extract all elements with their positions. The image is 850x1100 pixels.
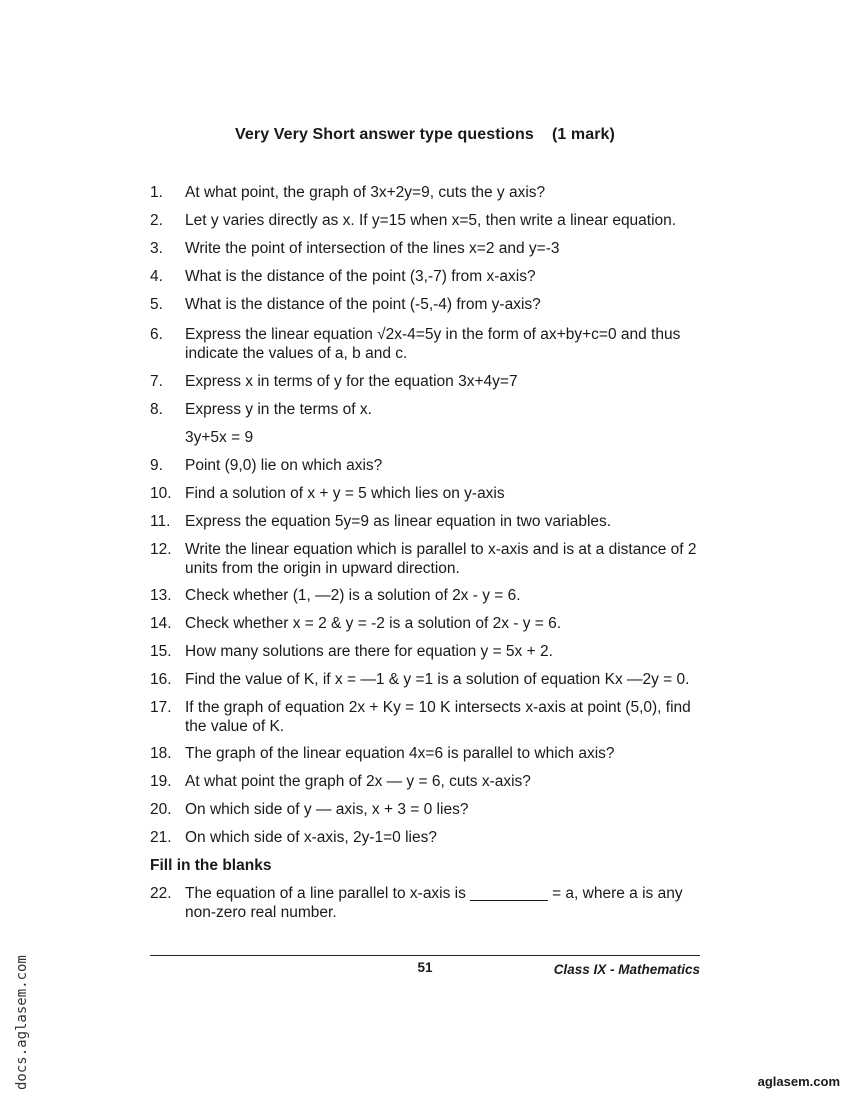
question-item — [150, 400, 705, 419]
question-item — [150, 540, 705, 578]
question-number: 7. — [150, 373, 163, 390]
question-item — [150, 456, 705, 475]
footer-class-label: Class IX - Mathematics — [553, 962, 700, 977]
footer-divider — [150, 955, 700, 956]
question-text: How many solutions are there for equation y = 5x + 2. — [185, 643, 553, 660]
question-number: 18. — [150, 745, 172, 762]
question-text: Express the linear equation √2x-4=5y in the form of ax+by+c=0 and thus indicate the values of a, b and c. — [185, 326, 681, 362]
question-text: Write the point of intersection of the lines x=2 and y=-3 — [185, 240, 560, 257]
question-text: Point (9,0) lie on which axis? — [185, 457, 383, 474]
question-item — [150, 484, 705, 503]
question-text: The equation of a line parallel to x-axis is _________ = a, where a is any non-zero real number. — [185, 885, 683, 921]
question-text: Express x in terms of y for the equation 3x+4y=7 — [185, 373, 518, 390]
question-text: Find the value of K, if x = —1 & y =1 is a solution of equation Kx —2y = 0. — [185, 671, 690, 688]
question-item — [150, 744, 705, 763]
question-text: On which side of x-axis, 2y-1=0 lies? — [185, 829, 437, 846]
question-item — [150, 670, 705, 689]
question-number: 9. — [150, 457, 163, 474]
question-number: 6. — [150, 326, 163, 343]
question-number: 8. — [150, 401, 163, 418]
section-heading — [0, 126, 850, 144]
question-number: 22. — [150, 885, 172, 902]
question-item — [150, 325, 705, 363]
question-text: Let y varies directly as x. If y=15 when x=5, then write a linear equation. — [185, 212, 677, 229]
question-text: If the graph of equation 2x + Ky = 10 K intersects x-axis at point (5,0), find the value of K. — [185, 699, 691, 735]
question-number: 17. — [150, 699, 172, 716]
question-text: Write the linear equation which is parallel to x-axis and is at a distance of 2 units from the origin in upward direction. — [185, 541, 697, 577]
question-number: 21. — [150, 829, 172, 846]
question-item — [150, 183, 705, 202]
page-number: 51 — [417, 960, 433, 975]
question-equation: 3y+5x = 9 — [185, 429, 254, 446]
question-number: 12. — [150, 541, 172, 558]
heading-marks: (1 mark) — [551, 126, 615, 143]
question-number: 16. — [150, 671, 172, 688]
site-label: aglasem.com — [757, 1074, 840, 1089]
question-item — [150, 586, 705, 605]
question-item — [150, 211, 705, 230]
question-item — [150, 239, 705, 258]
question-text: What is the distance of the point (-5,-4) from y-axis? — [185, 296, 541, 313]
question-text: Find a solution of x + y = 5 which lies on y-axis — [185, 485, 505, 502]
question-text: Check whether (1, —2) is a solution of 2x - y = 6. — [185, 587, 521, 604]
question-item — [150, 698, 705, 736]
question-number: 11. — [150, 513, 171, 530]
question-text: On which side of y — axis, x + 3 = 0 lies? — [185, 801, 469, 818]
question-item — [150, 800, 705, 819]
question-item — [150, 267, 705, 286]
question-item — [150, 772, 705, 791]
question-text: At what point, the graph of 3x+2y=9, cuts the y axis? — [185, 184, 546, 201]
question-number: 2. — [150, 212, 163, 229]
question-number: 5. — [150, 296, 163, 313]
question-text: The graph of the linear equation 4x=6 is parallel to which axis? — [185, 745, 615, 762]
question-item — [150, 828, 705, 847]
question-text: Check whether x = 2 & y = -2 is a solution of 2x - y = 6. — [185, 615, 562, 632]
fill-in-blanks-heading: Fill in the blanks — [150, 857, 272, 874]
question-text: Express y in the terms of x. — [185, 401, 372, 418]
question-item — [150, 614, 705, 633]
question-item — [150, 295, 705, 314]
heading-title: Very Very Short answer type questions — [235, 126, 534, 143]
question-text: Express the equation 5y=9 as linear equation in two variables. — [185, 513, 612, 530]
question-number: 15. — [150, 643, 172, 660]
question-number: 19. — [150, 773, 172, 790]
question-number: 20. — [150, 801, 172, 818]
question-text: What is the distance of the point (3,-7) from x-axis? — [185, 268, 536, 285]
watermark: docs.aglasem.com — [14, 955, 30, 1090]
question-number: 14. — [150, 615, 172, 632]
question-item — [150, 642, 705, 661]
question-number: 13. — [150, 587, 172, 604]
question-item — [150, 372, 705, 391]
question-item — [150, 512, 705, 531]
question-number: 3. — [150, 240, 163, 257]
question-item — [150, 884, 705, 922]
question-number: 10. — [150, 485, 172, 502]
question-number: 1. — [150, 184, 163, 201]
question-number: 4. — [150, 268, 163, 285]
question-text: At what point the graph of 2x — y = 6, cuts x-axis? — [185, 773, 531, 790]
